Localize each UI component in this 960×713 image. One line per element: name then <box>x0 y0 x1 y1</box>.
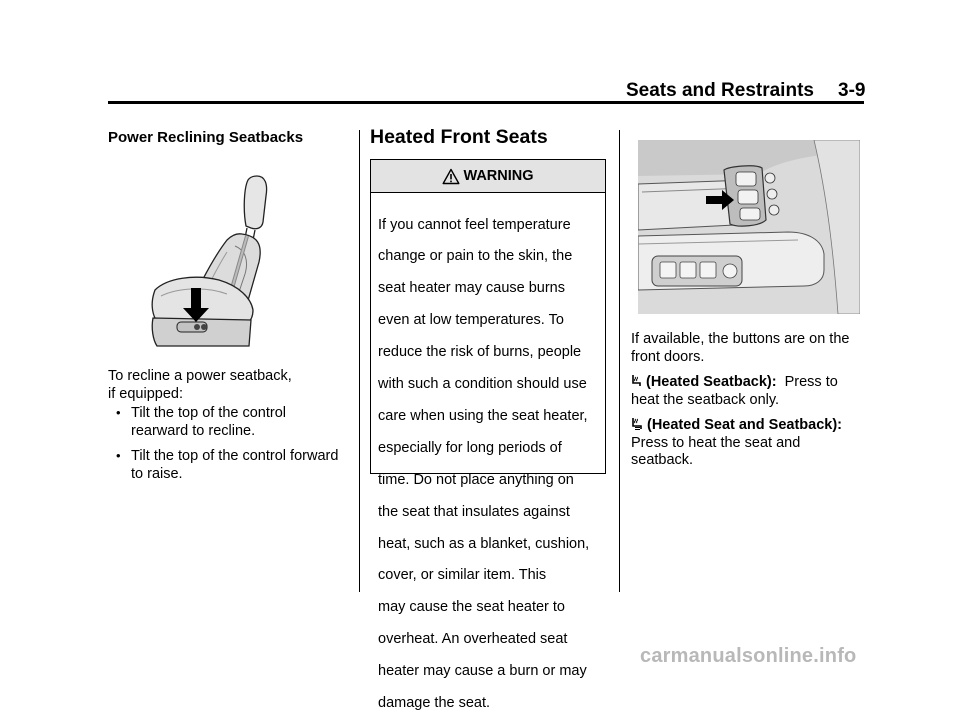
list-item <box>108 405 358 440</box>
recline-intro <box>108 368 292 403</box>
door-controls-illustration <box>638 140 860 314</box>
heated-seat-seatback-line3: seatback. <box>631 452 694 468</box>
header-rule <box>108 101 864 104</box>
recline-bullets <box>108 405 358 491</box>
bullet-2-line1: Tilt the top of the control forward <box>131 448 339 464</box>
heated-seatback-desc-start: Press to <box>784 374 838 390</box>
warning-line: even at low temperatures. To <box>378 312 564 329</box>
warning-title: WARNING <box>463 168 534 184</box>
bullet-1-line2: rearward to recline. <box>131 422 256 439</box>
warning-line: heater may cause a burn or may <box>378 663 587 680</box>
right-text <box>631 331 861 470</box>
warning-text <box>371 193 605 713</box>
availability-line1: If available, the buttons are on the <box>631 331 850 347</box>
heated-seats-heading: Heated Front Seats <box>370 126 548 148</box>
heated-seatback-line1 <box>631 374 861 392</box>
warning-icon <box>442 168 460 185</box>
heated-seatback-icon <box>631 374 642 388</box>
warning-box <box>370 159 606 712</box>
warning-line: cover, or similar item. This <box>378 567 547 584</box>
warning-line: reduce the risk of burns, people <box>378 344 582 361</box>
heated-seat-seatback-line1 <box>631 417 861 435</box>
heated-seatback-line2: heat the seatback only. <box>631 391 780 408</box>
warning-line: damage the seat. <box>378 695 491 712</box>
bullet-1-line1: Tilt the top of the control <box>131 405 287 421</box>
section-title: Seats and Restraints <box>626 80 814 101</box>
warning-header <box>371 160 605 193</box>
warning-line: time. Do not place anything on <box>378 471 574 488</box>
power-seat-illustration <box>147 170 269 350</box>
warning-line: with such a condition should use <box>378 376 587 393</box>
warning-line: may cause the seat heater to <box>378 599 565 616</box>
availability-line2: front doors. <box>631 348 705 365</box>
warning-line: seat heater may cause burns <box>378 280 565 297</box>
list-item <box>108 448 358 483</box>
bullet-glyph: • <box>116 448 121 463</box>
column-divider-right <box>619 130 620 592</box>
bullet-glyph: • <box>116 405 121 420</box>
power-reclining-heading: Power Reclining Seatbacks <box>108 129 304 146</box>
warning-line: care when using the seat heater, <box>378 407 588 424</box>
warning-line: change or pain to the skin, the <box>378 248 573 265</box>
page-number: 3-9 <box>838 80 866 101</box>
recline-intro-line1: To recline a power seatback, <box>108 368 292 384</box>
recline-intro-line2: if equipped: <box>108 385 183 402</box>
bullet-2-line2: to raise. <box>131 465 183 482</box>
warning-line: overheat. An overheated seat <box>378 631 568 648</box>
warning-line: especially for long periods of <box>378 439 562 456</box>
column-divider-left <box>359 130 360 592</box>
warning-line: heat, such as a blanket, cushion, <box>378 535 590 552</box>
heated-seatback-label: (Heated Seatback): <box>646 374 777 390</box>
heated-seat-seatback-line2: Press to heat the seat and <box>631 434 801 451</box>
warning-line: the seat that insulates against <box>378 503 570 520</box>
warning-line: If you cannot feel temperature <box>378 216 571 233</box>
heated-seat-seatback-label: (Heated Seat and Seatback): <box>647 417 843 433</box>
watermark: carmanualsonline.info <box>640 645 857 667</box>
heated-seat-and-seatback-icon <box>631 417 643 431</box>
